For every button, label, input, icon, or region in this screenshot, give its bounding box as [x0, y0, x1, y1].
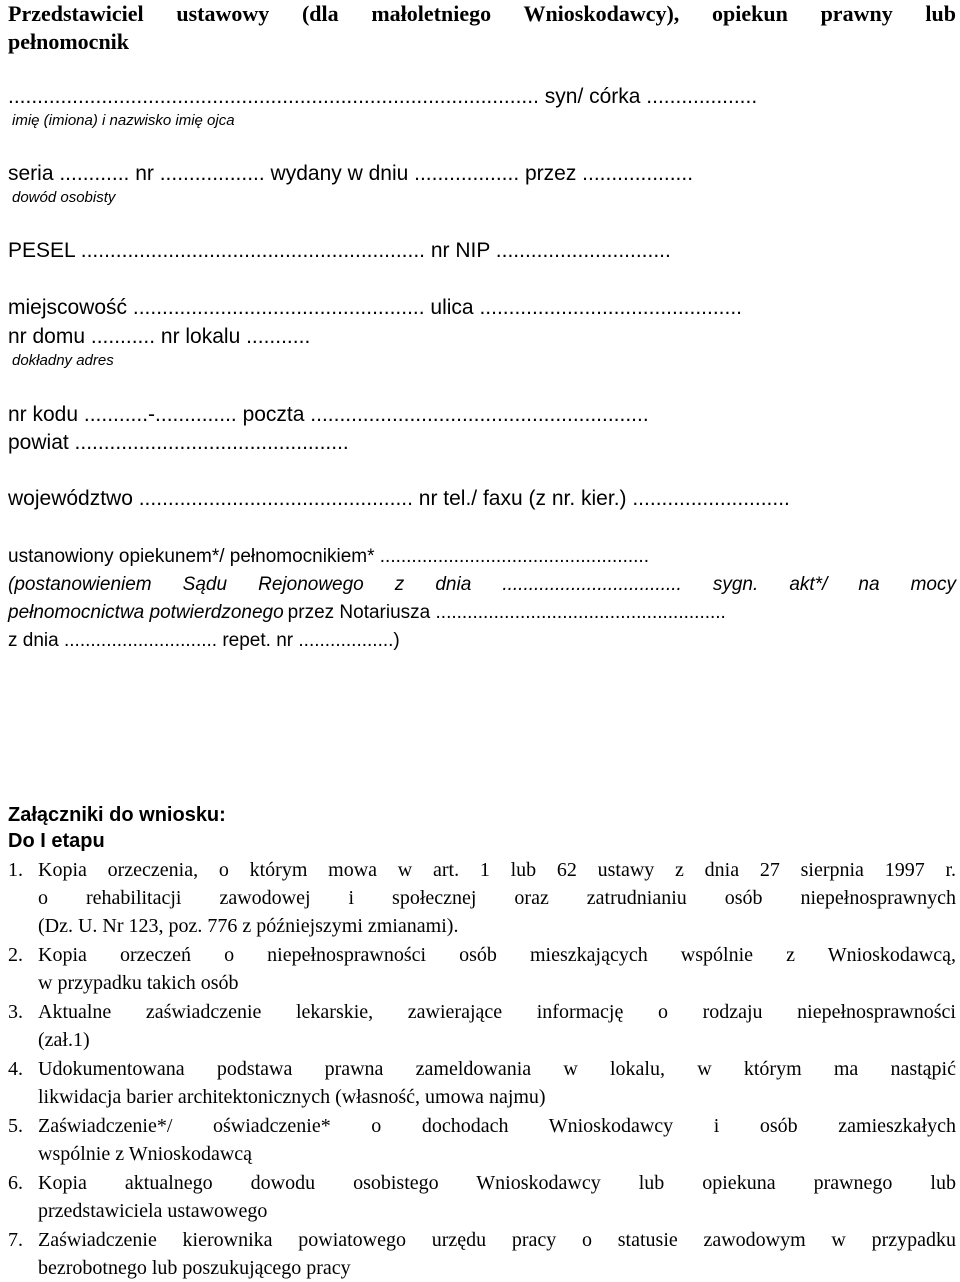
notary-line-plain: przez Notariusza .......................................................: [287, 602, 726, 623]
item-number: 5.: [8, 1115, 23, 1137]
item-text: Aktualne zaświadczenie lekarskie, zawierające informację o rodzaju niepełnosprawności: [38, 1001, 956, 1023]
item-text: bezrobotnego lub poszukującego pracy: [38, 1257, 351, 1279]
item-text: Kopia aktualnego dowodu osobistego Wnioskodawcy lub opiekuna prawnego lub: [38, 1172, 956, 1194]
court-field-line[interactable]: (postanowieniem Sądu Rejonowego z dnia .................................. sygn. akt*/ na mocy: [8, 574, 956, 595]
item-text: wspólnie z Wnioskodawcą: [38, 1143, 253, 1165]
attachments-heading: Załączniki do wniosku:: [8, 804, 226, 826]
item-text: Kopia orzeczenia, o którym mowa w art. 1 lub 62 ustawy z dnia 27 sierpnia 1997 r.: [38, 859, 956, 881]
name-note: imię (imiona) i nazwisko imię ojca: [12, 112, 235, 129]
city-field-line[interactable]: miejscowość .................................................. ulica .............................................: [8, 296, 742, 319]
postal-field-line[interactable]: nr kodu ...........-.............. poczta ..........................................................: [8, 403, 649, 426]
pesel-field-line[interactable]: PESEL ........................................................... nr NIP ..............................: [8, 239, 671, 262]
item-number: 6.: [8, 1172, 23, 1194]
item-text: przedstawiciela ustawowego: [38, 1200, 268, 1222]
item-text: Kopia orzeczeń o niepełnosprawności osób mieszkających wspólnie z Wnioskodawcą,: [38, 944, 956, 966]
item-number: 7.: [8, 1229, 23, 1251]
item-number: 1.: [8, 859, 23, 881]
date-field-line[interactable]: z dnia ............................. repet. nr ..................): [8, 630, 400, 651]
id-note: dowód osobisty: [12, 189, 116, 206]
item-text: Zaświadczenie*/ oświadczenie* o dochodach Wnioskodawcy i osób zamieszkałych: [38, 1115, 956, 1137]
item-text: w przypadku takich osób: [38, 972, 239, 994]
notary-field-line[interactable]: [8, 601, 726, 625]
item-number: 2.: [8, 944, 23, 966]
house-field-line[interactable]: nr domu ........... nr lokalu ...........: [8, 325, 311, 348]
address-note: dokładny adres: [12, 352, 114, 369]
county-field-line[interactable]: powiat ...............................................: [8, 431, 349, 454]
notary-line-italic: pełnomocnictwa potwierdzonego: [8, 602, 284, 623]
section-title: Przedstawiciel ustawowy (dla małoletniego Wnioskodawcy), opiekun prawny lub: [8, 1, 956, 26]
item-text: o rehabilitacji zawodowej i społecznej oraz zatrudnianiu osób niepełnosprawnych: [38, 887, 956, 909]
item-text: Udokumentowana podstawa prawna zameldowania w lokalu, w którym ma nastąpić: [38, 1058, 956, 1080]
item-text: (Dz. U. Nr 123, poz. 776 z późniejszymi zmianami).: [38, 915, 459, 937]
id-field-line[interactable]: seria ............ nr .................. wydany w dniu .................. przez ...................: [8, 162, 694, 185]
item-text: Zaświadczenie kierownika powiatowego urzędu pracy o statusie zawodowym w przypadku: [38, 1229, 956, 1251]
voivodeship-field-line[interactable]: województwo ............................................... nr tel./ faxu (z nr. kier.) ...........................: [8, 487, 790, 510]
item-text: likwidacja barier architektonicznych (własność, umowa najmu): [38, 1086, 546, 1108]
item-text: (zał.1): [38, 1029, 90, 1051]
item-number: 3.: [8, 1001, 23, 1023]
section-title-cont: pełnomocnik: [8, 29, 130, 54]
established-field-line[interactable]: ustanowiony opiekunem*/ pełnomocnikiem* ...................................................: [8, 546, 649, 567]
stage-heading: Do I etapu: [8, 830, 105, 852]
name-field-line[interactable]: ........................................................................................... syn/ córka ...................: [8, 85, 758, 108]
item-number: 4.: [8, 1058, 23, 1080]
